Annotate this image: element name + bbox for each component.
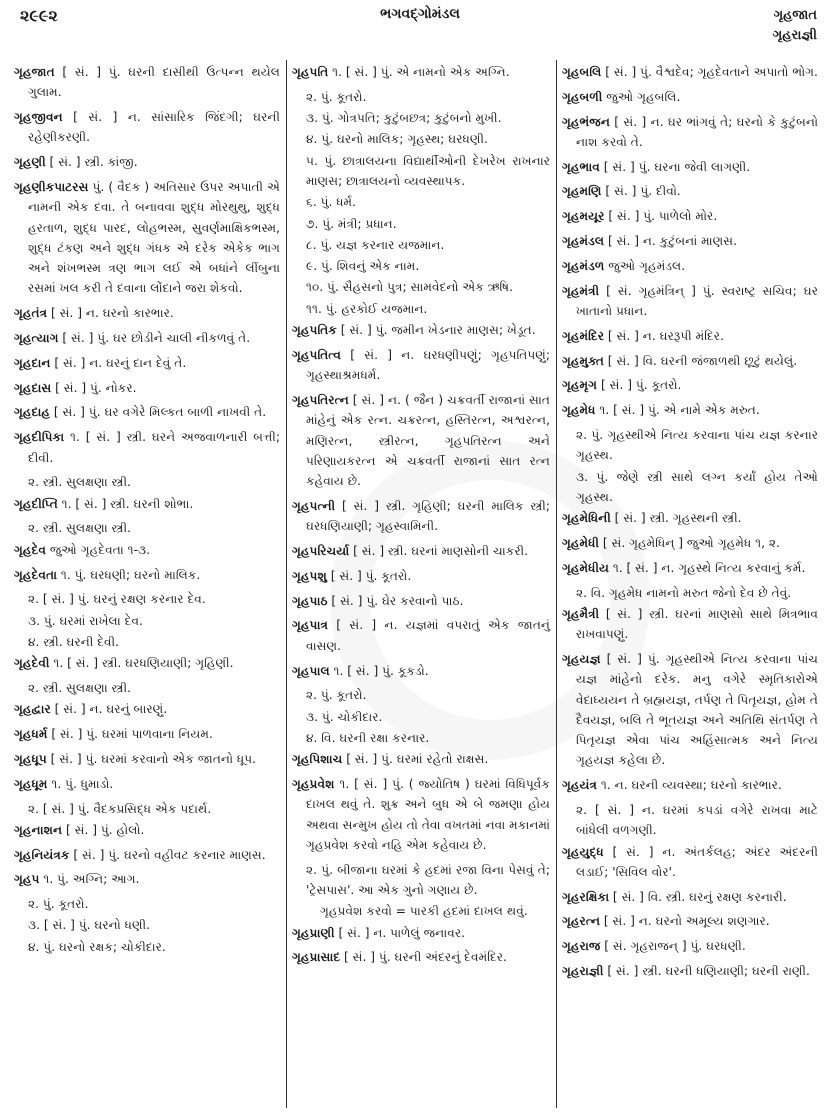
definition: ૧. ન. ઘરની વ્યવસ્થા; ઘરનો કારભાર. bbox=[597, 778, 782, 793]
running-title: ભગવદ્ગોમંડલ bbox=[380, 6, 460, 22]
column-3 bbox=[562, 62, 818, 986]
dictionary-entry bbox=[562, 508, 818, 528]
definition: ૧. પું. ઘરધણી; ઘરનો માલિક. bbox=[57, 567, 201, 582]
dictionary-entry bbox=[14, 328, 280, 348]
entry-sense bbox=[14, 678, 280, 698]
entry-sense bbox=[292, 256, 550, 276]
headword: ગૃહમુક્ત bbox=[562, 353, 604, 368]
dictionary-entry bbox=[14, 402, 280, 422]
dictionary-entry bbox=[562, 351, 818, 371]
definition: ૨. પું. કૂતરો. bbox=[306, 89, 367, 104]
dictionary-entry bbox=[562, 936, 818, 956]
dictionary-entry bbox=[14, 378, 280, 398]
entry-sense bbox=[14, 632, 280, 652]
headword: ગૃહપાઠ bbox=[292, 593, 328, 608]
definition: ૯. પું. શિવનું એક નામ. bbox=[306, 259, 420, 274]
column-divider bbox=[556, 60, 557, 1108]
dictionary-entry bbox=[14, 303, 280, 323]
definition: ૧. [ સં. ] પું. એ નામે એક મરુત. bbox=[595, 403, 760, 418]
headword: ગૃહરાજ્ઞી bbox=[562, 964, 604, 979]
entry-sense bbox=[14, 799, 280, 819]
definition: [ સં. ] પું. ઘરમાં રહેતો રાક્ષસ. bbox=[342, 752, 489, 767]
headword: ગૃહયુદ્ધ bbox=[562, 844, 604, 859]
dictionary-entry bbox=[292, 390, 550, 491]
definition: ૨. વિ. ગૃહમેધ નામનો મરુત જેનો દેવ છે તેવું. bbox=[576, 585, 792, 600]
headword: ગૃહધર્મ bbox=[14, 727, 48, 742]
entry-sense bbox=[14, 611, 280, 631]
headword: ગૃહમંડલ bbox=[562, 234, 605, 249]
dictionary-entry bbox=[292, 615, 550, 656]
entry-sense bbox=[292, 108, 550, 128]
definition: [ સં. ] ન. કુટુંબનાં માણસ. bbox=[604, 234, 738, 249]
dictionary-entry bbox=[562, 112, 818, 153]
definition: [ સં. ] ન. ( જૈન ) ચક્રવર્તી રાજાનાં સાત માંહેનું એક રત્ન. ચક્રરત્ન, હસ્તિરત્ન, અશ્વરત્ન, મણિરત્ન, સ્ત્રીરત્ન, ગૃહપતિરત્ન અને પરિણાયકરત્ન એ ચક્રવર્તી રાજાનાં સાત રત્ન કહેવાય છે. bbox=[306, 392, 550, 489]
definition: ૪. પું. ઘરનો રક્ષક; ચોકીદાર. bbox=[28, 939, 166, 954]
definition: ૨. પું. કૂતરો. bbox=[28, 897, 89, 912]
definition: [ સં. ] પું. ગૃહસ્થીએ નિત્ય કરવાના પાંચ યજ્ઞ માંહેનો દરેક. મનુ વગેરે સ્મૃતિકારોએ વેદાધ્યયન તે બ્રહ્મયજ્ઞ, તર્પણ તે પિતૃયજ્ઞ, હોમ તે દૈવયજ્ઞ, બલિ તે ભૂતયજ્ઞ અને અતિથિ સંતર્પણ તે પિતૃયજ્ઞ એવા પાંચ અહિંસાત્મક અને નિત્ય ગૃહયજ્ઞ કહેલા છે. bbox=[576, 651, 818, 768]
headword: ગૃહપ bbox=[14, 872, 40, 887]
dictionary-entry bbox=[292, 345, 550, 386]
headword: ગૃહમેધી bbox=[562, 535, 599, 550]
headword: ગૃહમેધિની bbox=[562, 511, 611, 526]
guide-word-first: ગૃહજાત bbox=[773, 8, 817, 23]
definition: [ સં. ] પું. ઘરનો વહીવટ કરનાર માણસ. bbox=[69, 847, 266, 862]
headword: ગૃહપાત્ર bbox=[292, 618, 328, 633]
dictionary-entry bbox=[562, 775, 818, 795]
definition: [ સં. ] પું. જમીન ખેડનાર માણસ; ખેડૂત. bbox=[336, 323, 536, 338]
definition: ૧૧. પું. હરકોઈ યજમાન. bbox=[306, 301, 428, 316]
definition: ૨. સ્ત્રી. સુલક્ષણા સ્ત્રી. bbox=[28, 521, 131, 536]
headword: ગૃહદેવી bbox=[14, 656, 50, 671]
headword: ગૃહભંજન bbox=[562, 114, 610, 129]
definition: પું. ( વૈદક ) અતિસાર ઉપર અપાતી એ નામની એક દવા. તે બનાવવા શુદ્ધ મોરથુથુ, શુદ્ધ હરતાળ, શુદ્ધ પારદ, લોહભસ્મ, સુવર્ણમાક્ષિકભસ્મ, શુદ્ધ ટંકણ અને શુદ્ધ ગંધક એ દરેક એકેક ભાગ અને શંખભસ્મ ત્રણ ભાગ લઈ એ બધાંને લીંબુના રસમાં ખલ કરી તે દવાના લોંદાને જરા શેકવો. bbox=[28, 179, 280, 296]
dictionary-entry bbox=[14, 107, 280, 148]
headword: ગૃહપતિરત્ન bbox=[292, 392, 349, 407]
dictionary-entry bbox=[562, 256, 818, 276]
dictionary-entry bbox=[562, 911, 818, 931]
dictionary-entry bbox=[562, 326, 818, 346]
entry-sense bbox=[292, 277, 550, 297]
headword: ગૃહભાવ bbox=[562, 159, 600, 174]
definition: [ સં. ] પું. કૂતરો. bbox=[597, 378, 682, 393]
dictionary-entry bbox=[562, 281, 818, 322]
column-divider bbox=[286, 60, 287, 1108]
definition: ૧. [ સં. ] પું. ( જ્યોતિષ ) ઘરમાં વિધિપૂર્વક દાખલ થવું તે. શુક્ર અને બુધ એ બે જમણા હોય અથવા સન્મુખ હોય તો તેવા વખતમાં નવા મકાનમાં ગૃહપ્રવેશ કરવો નહિ એમ કહેવાય છે. bbox=[306, 777, 550, 852]
entry-sense bbox=[14, 518, 280, 538]
entry-sense bbox=[562, 467, 818, 508]
entry-sense bbox=[292, 214, 550, 234]
dictionary-entry bbox=[14, 699, 280, 719]
dictionary-entry bbox=[14, 427, 280, 468]
definition: [ સં. ] ન. પાળેલું જનાવર. bbox=[334, 925, 466, 940]
headword: ગૃહમયૂર bbox=[562, 209, 605, 224]
definition: [ સં. ] ન. ઘરનું બારણું. bbox=[50, 702, 168, 717]
definition: ૭. પું. મંત્રી; પ્રધાન. bbox=[306, 216, 397, 231]
definition: ૩. [ સં. ] પું. ઘરનો ધણી. bbox=[28, 918, 150, 933]
definition: જુઓ ગૃહમંડલ. bbox=[604, 258, 686, 273]
headword: ગૃહપતિત્વ bbox=[292, 347, 341, 362]
entry-sense bbox=[292, 87, 550, 107]
headword: ગૃહમણિ bbox=[562, 184, 602, 199]
definition: ગૃહપ્રવેશ કરવો = પારકી હદમાં દાખલ થવું. bbox=[320, 904, 528, 919]
headword: ગૃહરત્ન bbox=[562, 914, 601, 929]
definition: [ સં. ] પું. હોલો. bbox=[62, 822, 145, 837]
definition: ૧. [ સં. ] પું. એ નામનો એક અગ્નિ. bbox=[328, 65, 510, 79]
dictionary-entry bbox=[292, 661, 550, 681]
definition: [ સં. ] પું. વૈશ્વદેવ; ગૃહદેવતાને અપાતો ભોગ. bbox=[601, 65, 818, 79]
headword: ગૃહદાહ bbox=[14, 405, 51, 420]
headword: ગૃહજાત bbox=[14, 65, 55, 79]
headword: ગૃહમંદિર bbox=[562, 328, 605, 343]
dictionary-entry bbox=[292, 566, 550, 586]
definition: ૬. પું. ધર્મ. bbox=[306, 195, 357, 210]
headword: ગૃહપિશાચ bbox=[292, 752, 343, 767]
entry-sense bbox=[292, 728, 550, 748]
entry-sense bbox=[562, 800, 818, 841]
entry-sense bbox=[292, 685, 550, 705]
headword: ગૃહબલિ bbox=[562, 65, 602, 79]
definition: ૪. સ્ત્રી. ઘરની દેવી. bbox=[28, 634, 120, 649]
definition: [ સં. ] સ્ત્રી. ગૃહસ્થની સ્ત્રી. bbox=[610, 511, 742, 526]
headword: ગૃહદીપિકા bbox=[14, 430, 65, 445]
definition: [ સં. ] ન. ઘરનો કારભાર. bbox=[47, 306, 174, 321]
definition: [ સં. ] પું. ઘર છોડીને ચાલી નીકળવું તે. bbox=[58, 331, 251, 346]
headword: ગૃહદેવ bbox=[14, 542, 46, 557]
entry-sense bbox=[562, 425, 818, 466]
headword: ગૃહનાશન bbox=[14, 822, 63, 837]
entry-sense bbox=[14, 937, 280, 957]
definition: [ સં. ] પું. ઘેર કરવાનો પાઠ. bbox=[327, 593, 464, 608]
entry-sense bbox=[292, 192, 550, 212]
headword: ગૃહપાલ bbox=[292, 663, 330, 678]
definition: [ સં. ] સ્ત્રી. કાંજી. bbox=[45, 155, 138, 170]
definition: ૧. [ સં. ] સ્ત્રી. ઘરધણિયાણી; ગૃહિણી. bbox=[49, 656, 234, 671]
entry-sense bbox=[292, 299, 550, 319]
definition: [ સં. ] પું. પાળેલો મોર. bbox=[604, 209, 718, 224]
dictionary-entry bbox=[292, 320, 550, 340]
headword: ગૃહમૈત્રી bbox=[562, 606, 600, 621]
entry-sense bbox=[292, 129, 550, 149]
dictionary-entry bbox=[562, 62, 818, 82]
definition: [ સં. ] ન. સાંસારિક જિંદગી; ઘરની રહેણીકરણી. bbox=[28, 110, 280, 145]
entry-sense bbox=[562, 583, 818, 603]
dictionary-entry bbox=[292, 541, 550, 561]
definition: ૨. પું. બીજાના ઘરમાં કે હદમાં રજા વિના પેસવું તે; 'ટ્રેસપાસ'. આ એક ગુનો ગણાય છે. bbox=[306, 862, 550, 897]
definition: ૧. [ સં. ] સ્ત્રી. ઘરની શોભા. bbox=[57, 496, 194, 511]
headword: ગૃહમંડળ bbox=[562, 258, 605, 273]
headword: ગૃહમેધીય bbox=[562, 560, 609, 575]
dictionary-entry bbox=[292, 496, 550, 537]
entry-sense bbox=[14, 915, 280, 935]
definition: ૨. સ્ત્રી. સુલક્ષણા સ્ત્રી. bbox=[28, 681, 131, 696]
definition: જુઓ ગૃહબલિ. bbox=[602, 89, 681, 104]
definition: [ સં. ] ન. ઘરનું દાન દેવું તે. bbox=[50, 355, 187, 370]
headword: ગૃહપતિ bbox=[292, 65, 329, 79]
definition: [ સં. ] પું. ઘરમાં પાળવાના નિયમ. bbox=[47, 727, 213, 742]
headword: ગૃહપશુ bbox=[292, 568, 327, 583]
definition: ૩. પું. જેણે સ્ત્રી સાથે લગ્ન કર્યાં હોય તેઓ ગૃહસ્થ. bbox=[576, 469, 818, 504]
dictionary-entry bbox=[562, 887, 818, 907]
dictionary-entry bbox=[562, 649, 818, 771]
headword: ગૃહદાસ bbox=[14, 380, 52, 395]
dictionary-entry bbox=[562, 533, 818, 553]
definition: [ સં. ] સ્ત્રી. ઘરનાં માણસો સાથે મિત્રભાવ રાખવાપણું. bbox=[576, 606, 818, 642]
definition: [ સં. ગૃહમેધિન્ ] જુઓ ગૃહમેધ ૧, ૨. bbox=[598, 535, 780, 550]
definition: ૨. પું. ગૃહસ્થીએ નિત્ય કરવાના પાંચ યજ્ઞ કરનાર ગૃહસ્થ. bbox=[576, 427, 818, 463]
dictionary-entry bbox=[562, 375, 818, 395]
headword: ગૃહપ્રાણી bbox=[292, 925, 335, 940]
dictionary-entry bbox=[14, 869, 280, 889]
definition: ૨. પું. કૂતરો. bbox=[306, 688, 367, 703]
definition: ૧. [ સં. ] સ્ત્રી. ઘરને અજવાળનારી બત્તી; દીવી. bbox=[28, 430, 280, 465]
definition: [ સં. ] ન. ઘરરૂપી મંદિર. bbox=[604, 328, 724, 343]
dictionary-entry bbox=[14, 152, 280, 172]
dictionary-entry bbox=[562, 157, 818, 177]
definition: ૧. પું. અગ્નિ; આગ. bbox=[39, 872, 140, 887]
dictionary-entry bbox=[562, 961, 818, 981]
headword: ગૃહદ્વાર bbox=[14, 702, 51, 717]
entry-sense bbox=[14, 894, 280, 914]
definition: ૩. પું. ગોત્રપતિ; કુટુંબછત્ર; કુટુંબનો મુખી. bbox=[306, 111, 502, 126]
dictionary-entry bbox=[562, 558, 818, 578]
definition: [ સં. ] ન. ઘરધણીપણું; ગૃહપતિપણું; ગૃહસ્થાશ્રમધર્મ. bbox=[306, 347, 550, 383]
definition: [ સં. ] પું. ઘરના જેવી લાગણી. bbox=[599, 159, 751, 174]
dictionary-entry bbox=[292, 591, 550, 611]
headword: ગૃહદીપ્તિ bbox=[14, 496, 58, 511]
headword: ગૃહજીવન bbox=[14, 110, 63, 125]
headword: ગૃહતંત્ર bbox=[14, 306, 48, 321]
headword: ગૃહમેધ bbox=[562, 403, 596, 418]
headword: ગૃહયજ્ઞ bbox=[562, 651, 601, 666]
dictionary-entry bbox=[292, 62, 550, 82]
headword: ગૃહપ્રાસાદ bbox=[292, 950, 341, 965]
definition: ૧. પું. ધુમાડો. bbox=[47, 776, 114, 791]
headword: ગૃહરાજ bbox=[562, 939, 601, 954]
dictionary-entry bbox=[14, 749, 280, 769]
definition: ૪. પું. ઘરનો માલિક; ગૃહસ્થ; ઘરધણી. bbox=[306, 132, 488, 147]
definition: [ સં. ] સ્ત્રી. ગૃહિણી; ઘરની માલિક સ્ત્રી; ઘરધણિયાણી; ગૃહસ્વામિની. bbox=[306, 498, 550, 534]
column-2 bbox=[292, 62, 550, 972]
dictionary-entry bbox=[562, 231, 818, 251]
guide-word-last: ગૃહરાજ્ઞી bbox=[772, 28, 817, 43]
definition: [ સં. ગૃહરાજન્ ] પું. ઘરધણી. bbox=[600, 939, 746, 954]
definition: ૨. [ સં. ] પું. વૈદકપ્રસિદ્ધ એક પદાર્થ. bbox=[28, 801, 212, 816]
headword: ગૃહબળી bbox=[562, 89, 603, 104]
definition: [ સં. ] પું. કૂતરો. bbox=[326, 568, 412, 583]
dictionary-entry bbox=[14, 774, 280, 794]
dictionary-entry bbox=[14, 565, 280, 585]
dictionary-entry bbox=[292, 774, 550, 855]
definition: ૩. પું. ઘરમાં રાખેલા દેવ. bbox=[28, 613, 143, 628]
definition: [ સં. ] પું. ઘરમાં કરવાનો એક જાતનો ધૂપ. bbox=[46, 751, 256, 766]
headword: ગૃહત્યાગ bbox=[14, 331, 59, 346]
dictionary-entry bbox=[14, 653, 280, 673]
headword: ગૃહણીકપાટરસ bbox=[14, 179, 89, 194]
entry-sense bbox=[292, 707, 550, 727]
dictionary-entry bbox=[562, 87, 818, 107]
dictionary-entry bbox=[14, 820, 280, 840]
entry-sense bbox=[14, 589, 280, 609]
definition: ૨. સ્ત્રી. સુલક્ષણા સ્ત્રી. bbox=[28, 475, 131, 490]
definition: ૧. [ સં. ] ન. ગૃહસ્થે નિત્ય કરવાનું કર્મ. bbox=[608, 560, 806, 575]
definition: [ સં. ] વિ. ઘરની જંજાળથી છૂટું થયેલું. bbox=[603, 353, 798, 368]
definition: [ સં. ] વિ. સ્ત્રી. ઘરનું રક્ષણ કરનારી. bbox=[609, 889, 787, 904]
column-1 bbox=[14, 62, 280, 958]
entry-sense bbox=[292, 860, 550, 901]
headword: ગૃહધૂમ bbox=[14, 776, 48, 791]
dictionary-entry bbox=[14, 494, 280, 514]
definition: [ સં. ] પું. નોકર. bbox=[51, 380, 137, 395]
dictionary-entry bbox=[562, 400, 818, 420]
headword: ગૃહપતિક bbox=[292, 323, 337, 338]
guide-words bbox=[773, 6, 817, 46]
definition: [ સં. ] સ્ત્રી. ઘરની ધણિયાણી; ઘરની રાણી. bbox=[603, 964, 810, 979]
dictionary-entry bbox=[14, 540, 280, 560]
definition: [ સં. ] સ્ત્રી. ઘરનાં માણસોની ચાકરી. bbox=[349, 544, 529, 559]
headword: ગૃહદાન bbox=[14, 355, 51, 370]
entry-sense bbox=[292, 235, 550, 255]
dictionary-entry bbox=[292, 923, 550, 943]
definition: [ સં. ગૃહમંત્રિન્ ] પું. સ્વરાષ્ટ્ર સચિવ; ઘર ખાતાનો પ્રધાન. bbox=[576, 283, 818, 318]
dictionary-entry bbox=[14, 845, 280, 865]
definition: ૫. પું. છાત્રાલયના વિદ્યાર્થીઓની દેખરેખ રાખનાર માણસ; છાત્રાલયનો વ્યવસ્થાપક. bbox=[306, 153, 550, 188]
definition: [ સં. ] ન. ઘર ભાંગવું તે; ઘરનો કે કુટુંબનો નાશ કરવો તે. bbox=[576, 114, 818, 149]
definition: જુઓ ગૃહદેવતા ૧-૩. bbox=[45, 542, 151, 557]
headword: ગૃહનિયંત્રક bbox=[14, 847, 70, 862]
definition: ૧૦. પું. સૈહસનો પુત્ર; સામવેદનો એક ઋષિ. bbox=[306, 280, 513, 295]
headword: ગૃહમૃગ bbox=[562, 378, 598, 393]
dictionary-entry bbox=[562, 181, 818, 201]
definition: [ સં. ] ન. અંતર્કલહ; અંદર અંદરની લડાઈ; 'સિવિલ વોર'. bbox=[576, 844, 818, 879]
definition: [ સં. ] ન. ઘરનો અમૂલ્ય શણગાર. bbox=[600, 914, 770, 929]
headword: ગૃહરક્ષિકા bbox=[562, 889, 610, 904]
dictionary-entry bbox=[14, 353, 280, 373]
dictionary-entry bbox=[14, 177, 280, 299]
definition: [ સં. ] પું. ઘરની દાસીથી ઉત્પન્ન થયેલ ગુલામ. bbox=[28, 65, 280, 100]
dictionary-entry bbox=[292, 749, 550, 769]
entry-sense bbox=[292, 151, 550, 192]
dictionary-entry bbox=[562, 842, 818, 883]
page-number: ૨૯૯૨ bbox=[20, 6, 58, 25]
headword: ગૃહમંત્રી bbox=[562, 283, 600, 298]
dictionary-entry bbox=[292, 947, 550, 967]
headword: ગૃહણી bbox=[14, 155, 46, 170]
definition: ૩. પું. ચોકીદાર. bbox=[306, 709, 383, 724]
dictionary-entry bbox=[562, 604, 818, 645]
definition: ૪. વિ. ઘરની રક્ષા કરનાર. bbox=[306, 730, 430, 745]
definition: [ સં. ] પું. દીવો. bbox=[601, 184, 681, 199]
headword: ગૃહપ્રવેશ bbox=[292, 777, 335, 791]
definition: ૨. [ સં. ] ન. ઘરમાં કપડાં વગેરે રાખવા માટે બાંધેલી વળગણી. bbox=[576, 803, 818, 838]
headword: ગૃહધૂપ bbox=[14, 751, 47, 766]
definition: [ સં. ] પું. ઘર વગેરે મિલ્કત બાળી નાખવી તે. bbox=[50, 405, 267, 420]
dictionary-entry bbox=[562, 206, 818, 226]
definition: ૨. [ સં. ] પું. ઘરનું રક્ષણ કરનાર દેવ. bbox=[28, 592, 206, 607]
definition: [ સં. ] પું. ઘરની અંદરનું દેવમંદિર. bbox=[340, 950, 507, 965]
definition: ૧. [ સં. ] પું. કૂકડો. bbox=[329, 663, 429, 678]
headword: ગૃહદેવતા bbox=[14, 567, 58, 582]
definition: [ સં. ] ન. યજ્ઞમાં વપરાતું એક જાતનું વાસણ. bbox=[306, 618, 550, 653]
dictionary-entry bbox=[14, 724, 280, 744]
definition: ૮. પું. યજ્ઞ કરનાર યજમાન. bbox=[306, 237, 445, 252]
entry-sense bbox=[14, 472, 280, 492]
entry-sense bbox=[292, 901, 550, 921]
headword: ગૃહયંત્ર bbox=[562, 778, 598, 793]
headword: ગૃહપરિચર્યા bbox=[292, 544, 350, 559]
headword: ગૃહપત્ની bbox=[292, 498, 336, 513]
dictionary-entry bbox=[14, 62, 280, 103]
